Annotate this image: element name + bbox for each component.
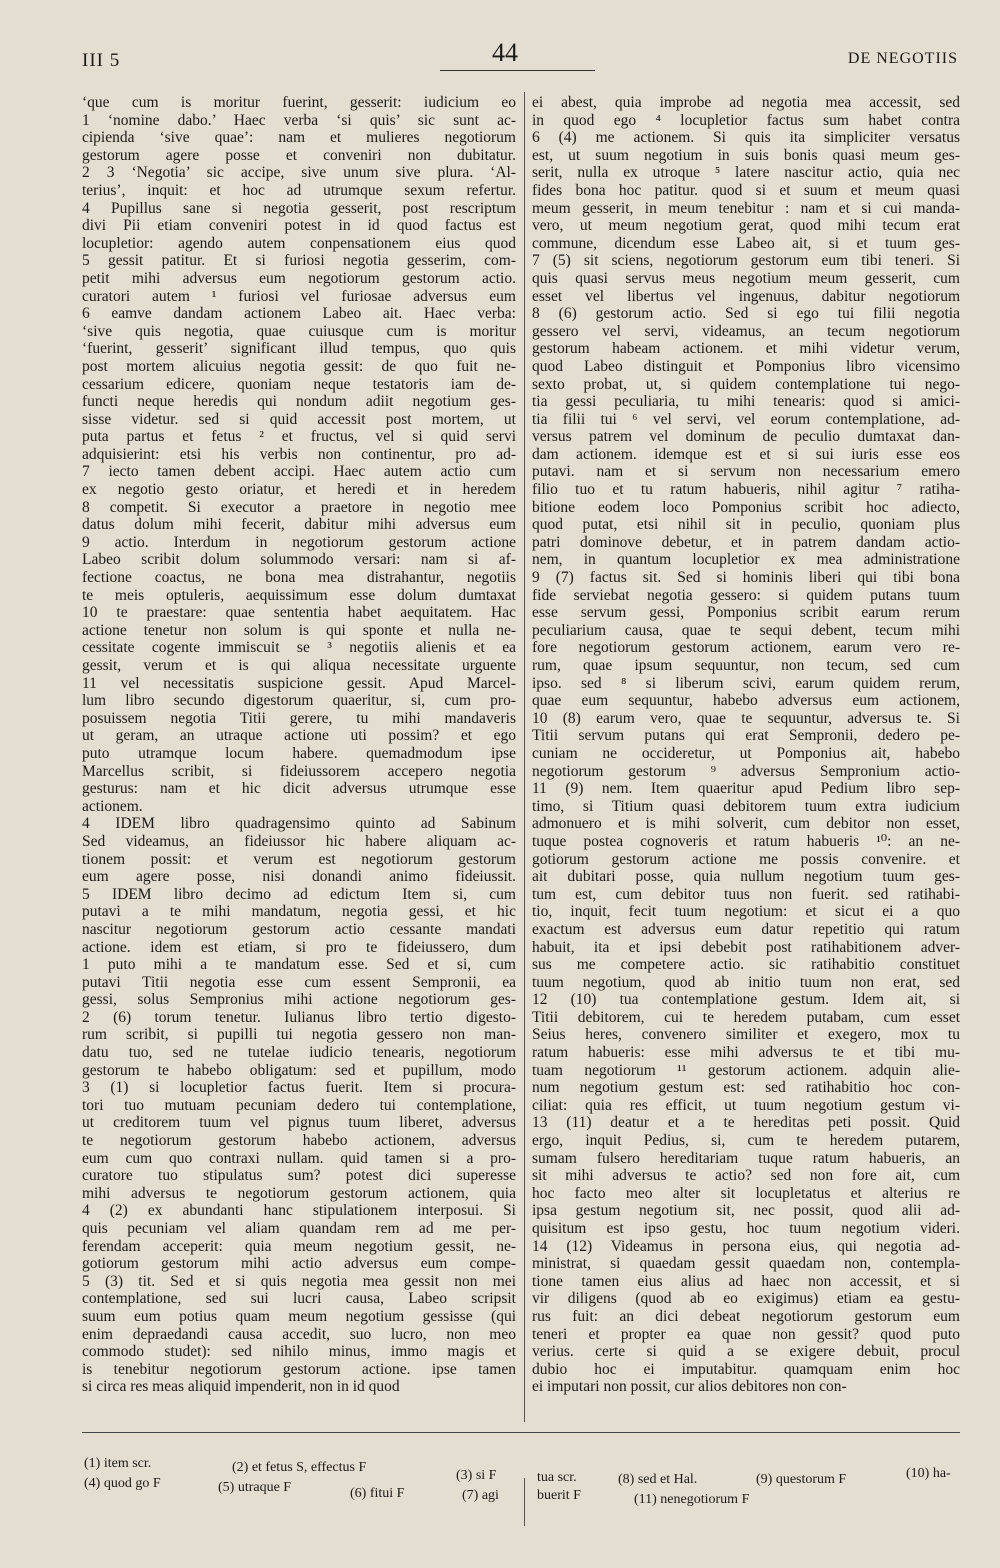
text-line: admonuero et is mihi solverit, cum debitor non esset, bbox=[532, 815, 960, 833]
text-line: ‘sive quis negotia, quae cuiusque cum is moritur bbox=[82, 322, 516, 340]
text-line: 8 (6) gestorum actio. Sed si ego tui filii negotia bbox=[532, 305, 960, 323]
text-line: Titii debitorem, cui te heredem putabam, cum esset bbox=[532, 1008, 960, 1026]
column-divider bbox=[524, 92, 525, 1422]
text-line: curatore tuo stipulatus sum? potest dici superesse bbox=[82, 1167, 516, 1185]
text-line: Labeo scribit dolum solummodo versari: nam si af- bbox=[82, 551, 516, 569]
text-line: 11 (9) nem. Item quaeritur apud Pedium libro sep- bbox=[532, 780, 960, 798]
text-line: sumam fulsero hereditariam tuque ratum habueris, an bbox=[532, 1149, 960, 1167]
text-line: 9 actio. Interdum in negotiorum gestorum actione bbox=[82, 533, 516, 551]
text-line: 3 (1) si locupletior factus fuerit. Item si procura- bbox=[82, 1079, 516, 1097]
text-line: 7 (5) sit sciens, negotiorum gestorum eum tibi teneri. Si bbox=[532, 252, 960, 270]
text-line: commodo studet): sed nihilo minus, immo magis et bbox=[82, 1343, 516, 1361]
text-line: ‘que cum is moritur fuerint, gesserit: iudicium eo bbox=[82, 94, 516, 111]
footnote-5: (5) utraque F bbox=[218, 1480, 292, 1495]
text-line: gotiorum gestorum mihi actio adversus eum compe- bbox=[82, 1255, 516, 1273]
text-line: eum agere posse, nisi donandi animo fideiussit. bbox=[82, 868, 516, 886]
text-line: quis quasi servus meus negotium meum gesserit, cum bbox=[532, 269, 960, 287]
text-line: puto utramque locum habere. quemadmodum ipse bbox=[82, 744, 516, 762]
text-line: ei imputari non possit, cur alios debitores non con- bbox=[532, 1378, 847, 1396]
text-line: tia filii tui ⁶ vel servi, vel eorum contemplatione, ad- bbox=[532, 410, 960, 428]
footnote-3: (3) si F bbox=[456, 1468, 497, 1483]
text-line: 2 (6) torum tenetur. Iulianus libro tertio digesto- bbox=[82, 1008, 516, 1026]
text-line: is tenebitur negotiorum gestorum actione. ipse tamen bbox=[82, 1360, 516, 1378]
text-line: cessitate cogente immiscuit se ³ negotiis alienis et ea bbox=[82, 639, 516, 657]
text-line: filio tuo et tu ratum habueris, nihil agitur ⁷ ratiha- bbox=[532, 481, 960, 499]
text-line: tori tuo mutuam pecuniam dedero tui contemplatione, bbox=[82, 1096, 516, 1114]
text-line: ex negotio gesto oriatur, et heredi et in heredem bbox=[82, 481, 516, 499]
text-line: cipienda ‘sive quae’: nam et mulieres negotiorum bbox=[82, 129, 516, 147]
footnote-6: (6) fitui F bbox=[350, 1486, 405, 1501]
text-line: tionem possit: et verum est negotiorum gestorum bbox=[82, 850, 516, 868]
text-line: 2 3 ‘Negotia’ sic accipe, sive unum sive plura. ‘Al- bbox=[82, 164, 516, 182]
text-line: ministrat, si quaedam gessit quaedam non, contempla- bbox=[532, 1255, 960, 1273]
text-line: vir diligens (quod ab eo exigimus) etiam ea gestu- bbox=[532, 1290, 960, 1308]
text-line: in quod ego ⁴ locupletior factus sum habet contra bbox=[532, 111, 960, 129]
text-line: ut creditorem tuum vel pignus tuum liberet, adversus bbox=[82, 1114, 516, 1132]
text-line: Marcellus scribit, si fideiussorem accepero negotia bbox=[82, 762, 516, 780]
footnote-11: (11) nenegotiorum F bbox=[634, 1492, 750, 1507]
text-line: gessi, solus Sempronius mihi actione negotiorum ges- bbox=[82, 991, 516, 1009]
text-line: eum cum quo contraxi nullam. quid tamen si a pro- bbox=[82, 1149, 516, 1167]
text-line: serit, nulla ex utroque ⁵ latere nascitur actio, quia nec bbox=[532, 164, 960, 182]
text-line: ait dubitari posse, quia nullum negotium tuum ges- bbox=[532, 868, 960, 886]
text-line: tuum negotium, quod ab initio tuum non erat, sed bbox=[532, 973, 960, 991]
text-line: timo, si Titium quasi debitorem tuum extra iudicium bbox=[532, 797, 960, 815]
text-line: quis pecuniam vel aliam quandam rem ad me per- bbox=[82, 1220, 516, 1237]
header-rule bbox=[440, 70, 595, 71]
footnote-buerit: buerit F bbox=[537, 1488, 581, 1503]
text-line: meum gesserit, in meum tenebitur : nam et si cui manda- bbox=[532, 199, 960, 217]
text-line: putavi. nam et si servum non necessarium emero bbox=[532, 463, 960, 481]
text-line: nem, in quantum locupletior ex mea administratione bbox=[532, 551, 960, 569]
text-line: gessero vel servi, videamus, an tecum negotiorum bbox=[532, 322, 960, 340]
text-line: quod putat, etsi nihil sit in peculio, quoniam plus bbox=[532, 516, 960, 534]
text-line: actione. idem est etiam, si pro te fideiussero, dum bbox=[82, 938, 516, 956]
text-line: fide serviebat negotia gessero: si quidem putans tuum bbox=[532, 586, 960, 604]
text-line: gessit, verum et is qui aliqua necessitate urguente bbox=[82, 657, 516, 674]
running-title: DE NEGOTIIS bbox=[847, 50, 958, 67]
text-line: 5 gessit patitur. Et si furiosi negotia gesserim, com- bbox=[82, 252, 516, 270]
text-line: ‘fuerint, gesserit’ significant illud tempus, quo quis bbox=[82, 340, 516, 358]
text-line: rum, quae ipsum sequuntur, non tecum, sed cum bbox=[532, 657, 960, 674]
footnote-2: (2) et fetus S, effectus F bbox=[232, 1460, 367, 1475]
text-line: dam actionem. idemque est et si sui iuris esse eos bbox=[532, 445, 960, 463]
text-line: gestorum habeam actionem. et mihi videtur verum, bbox=[532, 340, 960, 358]
text-line: ferendam acceperit: quia meum negotium gessit, ne- bbox=[82, 1237, 516, 1255]
text-line: post mortem alicuius negotia gessit: de quo fuit ne- bbox=[82, 357, 516, 375]
text-line: dubio hoc ei imputabitur. quamquam enim hoc bbox=[532, 1360, 960, 1378]
text-line: ratum habueris: esse mihi adversus te et tibi mu- bbox=[532, 1044, 960, 1062]
footnote-9: (9) questorum F bbox=[756, 1472, 847, 1487]
text-line: gestorum te habebo obligatum: sed et pupillum, modo bbox=[82, 1061, 516, 1079]
text-line: ipso. sed ⁸ si liberum scivi, earum quidem rerum, bbox=[532, 674, 960, 692]
text-line: 6 (4) me actionem. Si quis ita simpliciter versatus bbox=[532, 129, 960, 147]
text-line: cuniam ne occideretur, ut Pomponius ait, habebo bbox=[532, 744, 960, 762]
text-line: tia gessi peculiaria, tu mihi tenearis: quod si amici- bbox=[532, 393, 960, 411]
text-line: lum libro secundo digestorum quaeritur, si, cum pro- bbox=[82, 692, 516, 710]
text-line: num negotium gestum est: sed ratihabitio hoc con- bbox=[532, 1079, 960, 1097]
text-line: 4 (2) ex abundanti hanc stipulationem interposui. Si bbox=[82, 1202, 516, 1220]
section-reference: III 5 bbox=[82, 50, 121, 71]
text-line: 1 puto mihi a te mandatum esse. Sed et si, cum bbox=[82, 956, 516, 974]
text-line: suum eum potius quam meum negotium gessisse (qui bbox=[82, 1307, 516, 1325]
text-line: esse servum gessi, Pomponius scribit earum rerum bbox=[532, 604, 960, 622]
text-line: te meis optuleris, aequissimum esse dolum dumtaxat bbox=[82, 586, 516, 604]
text-line: gesturus: nam et hic dicit adversus utrumque esse bbox=[82, 780, 516, 798]
text-line: est, ut suum negotium in suis bonis quasi meum ges- bbox=[532, 146, 960, 164]
text-line: tum est, cum debitor tuus non fuerit. sed ratihabi- bbox=[532, 885, 960, 903]
text-line: 10 te praestare: quae sententia habet aequitatem. Hac bbox=[82, 604, 516, 622]
text-line: ipsa gestum negotium sit, nec possit, quod alii ad- bbox=[532, 1202, 960, 1220]
text-line: adquisierint: etsi his verbis non continentur, pro ad- bbox=[82, 445, 516, 463]
text-line: quod Labeo distinguit et Pomponius libro vicensimo bbox=[532, 357, 960, 375]
text-line: 1 ‘nomine dabo.’ Haec verba ‘si quis’ sic sunt ac- bbox=[82, 111, 516, 129]
text-line: 7 iecto tamen debent accipi. Haec autem actio cum bbox=[82, 463, 516, 481]
text-line: peculiarium causa, quae te sequi debent, tecum mihi bbox=[532, 621, 960, 639]
text-line: habuit, ita et ipsi debebit post ratihabitionem adver- bbox=[532, 938, 960, 956]
text-line: te negotiorum gestorum habebo actionem, adversus bbox=[82, 1132, 516, 1150]
text-line: tione tamen eius alius ad haec non accessit, et si bbox=[532, 1272, 960, 1290]
text-line: bitione eodem loco Pomponius scribit hoc adiecto, bbox=[532, 498, 960, 516]
text-line: 14 (12) Videamus in persona eius, qui negotia ad- bbox=[532, 1237, 960, 1255]
footnote-8: (8) sed et Hal. bbox=[618, 1472, 698, 1487]
text-line: Sed videamus, an fideiussor hic habere aliquam ac- bbox=[82, 832, 516, 850]
text-line: putavi a te mihi mandatum, negotia gessi, et hic bbox=[82, 903, 516, 921]
text-line: verius. certe si quid a se exigere debuit, procul bbox=[532, 1343, 960, 1361]
text-line: hoc facto meo alter sit locupletatus et alterius re bbox=[532, 1184, 960, 1202]
text-line: quae eum sequuntur, habebo adversus eum actionem, bbox=[532, 692, 960, 710]
text-line: 9 (7) factus sit. Sed si hominis liberi qui tibi bona bbox=[532, 569, 960, 587]
text-line: sit mihi adversus te actio? sed non fore ait, cum bbox=[532, 1167, 960, 1185]
text-line: 10 (8) earum vero, quae te sequuntur, adversus te. Si bbox=[532, 709, 960, 727]
text-line: sexto probat, ut, si quidem contemplatione tui nego- bbox=[532, 375, 960, 393]
text-line: fore negotiorum gestorum actionem, earum vero re- bbox=[532, 639, 960, 657]
text-line: commune, dicendum esse Labeo ait, si et tuum ges- bbox=[532, 234, 960, 252]
text-line: rus fuit: an dici debeat negotiorum gestorum eum bbox=[532, 1307, 960, 1325]
text-line: Seius heres, convenero similiter et exegero, mox tu bbox=[532, 1026, 960, 1044]
text-line: rum scribit, si pupilli tui negotia gessero non man- bbox=[82, 1026, 516, 1044]
text-line: patri dominove debetur, et in patrem dandam actio- bbox=[532, 533, 960, 551]
text-line: vero, ut meum negotium gerat, quod mihi tecum erat bbox=[532, 217, 960, 235]
text-line: puta partus et fetus ² et fructus, vel si quid servi bbox=[82, 428, 516, 446]
text-line: enim depraedandi causa accedit, suo lucro, non meo bbox=[82, 1325, 516, 1343]
page-number: 44 bbox=[492, 38, 518, 67]
footnote-7: (7) agi bbox=[462, 1488, 499, 1503]
text-line: gotiorum gestorum actione me possis convenire. et bbox=[532, 850, 960, 868]
text-line: tuam negotiorum ¹¹ gestorum actionem. adquin alie- bbox=[532, 1061, 960, 1079]
text-line: actionem. bbox=[82, 797, 143, 815]
text-line: exactum est adversus eum datur repetitio qui ratum bbox=[532, 920, 960, 938]
text-line: negotiorum gestorum ⁹ adversus Sempronium actio- bbox=[532, 762, 960, 780]
text-line: teneri et propter ea quae non gessit? quod puto bbox=[532, 1325, 960, 1343]
text-line: sisse videtur. sed si quid accessit post mortem, ut bbox=[82, 410, 516, 428]
text-line: ut geram, an utraque actione uti possim? et ego bbox=[82, 727, 516, 745]
text-line: tio, inquit, fecit tuum negotium: et sicut ei a quo bbox=[532, 903, 960, 921]
text-line: 12 (10) tua contemplatione gestum. Idem ait, si bbox=[532, 991, 960, 1009]
text-line: mihi adversus te negotiorum gestorum actionem, quia bbox=[82, 1184, 516, 1202]
left-text-column bbox=[82, 94, 516, 1396]
text-line: functi neque heredis qui nondum adiit negotium ges- bbox=[82, 393, 516, 411]
text-line: versus patrem vel dominum de peculio dumtaxat dan- bbox=[532, 428, 960, 446]
text-line: gestorum agere posse et conveniri non dubitatur. bbox=[82, 146, 516, 164]
text-line: si circa res meas aliquid impenderit, non in id quod bbox=[82, 1378, 400, 1396]
text-line: 11 vel necessitatis suspicione gessit. Apud Marcel- bbox=[82, 674, 516, 692]
text-line: quisitum est ipso gestu, hoc tuum negotium videri. bbox=[532, 1220, 960, 1237]
text-line: nascitur negotiorum gestorum actio cessante mandati bbox=[82, 920, 516, 938]
text-line: 5 IDEM libro decimo ad edictum Item si, cum bbox=[82, 885, 516, 903]
text-line: 13 (11) deatur et a te hereditas peti possit. Quid bbox=[532, 1114, 960, 1132]
text-line: datu tuo, sed ne tutelae iudicio tenearis, negotiorum bbox=[82, 1044, 516, 1062]
text-line: contemplatione, sed sui lucri causa, Labeo scripsit bbox=[82, 1290, 516, 1308]
text-line: ergo, inquit Pedius, si, cum te heredem putarem, bbox=[532, 1132, 960, 1150]
footnote-10: (10) ha- bbox=[906, 1466, 951, 1481]
text-line: locupletior: agendo autem conpensationem eius quod bbox=[82, 234, 516, 252]
footnote-rule bbox=[82, 1432, 960, 1433]
text-line: 6 eamve dandam actionem Labeo ait. Haec verba: bbox=[82, 305, 516, 323]
text-line: divi Pii etiam conveniri potest in id quod factus est bbox=[82, 217, 516, 235]
text-line: fides bona hoc patitur. quod si et suum et meum quasi bbox=[532, 181, 960, 199]
text-line: tuque postea cognoveris et ratum habueris ¹⁰: an ne- bbox=[532, 832, 960, 850]
footnote-divider bbox=[524, 1478, 525, 1526]
text-line: 4 IDEM libro quadragensimo quinto ad Sabinum bbox=[82, 815, 516, 833]
text-line: datus dolum mihi fecerit, dabitur mihi adversus eum bbox=[82, 516, 516, 534]
text-line: 4 Pupillus sane si negotia gesserit, post rescriptum bbox=[82, 199, 516, 217]
text-line: 8 competit. Si executor a praetore in negotio mee bbox=[82, 498, 516, 516]
right-text-column bbox=[532, 94, 960, 1396]
text-line: petit mihi adversus eum negotiorum gestorum actio. bbox=[82, 269, 516, 287]
text-line: fectione coactus, ne bona mea distrahantur, negotiis bbox=[82, 569, 516, 587]
text-line: putavi Titii negotia esse cum essent Sempronii, ea bbox=[82, 973, 516, 991]
text-line: ciliat: quia res efficit, ut tuum negotium gestum vi- bbox=[532, 1096, 960, 1114]
text-line: Titii servum putans qui erat Sempronii, dedero pe- bbox=[532, 727, 960, 745]
text-line: actione tenetur non solum is qui sponte et nulla ne- bbox=[82, 621, 516, 639]
text-line: 5 (3) tit. Sed et si quis negotia mea gessit non mei bbox=[82, 1272, 516, 1290]
footnote-1: (1) item scr. bbox=[84, 1456, 152, 1471]
text-line: sus me competere actio. sic ratihabitio constituet bbox=[532, 956, 960, 974]
footnote-4: (4) quod go F bbox=[84, 1476, 161, 1491]
text-line: posuissem negotia Titii gerere, tu mihi mandaveris bbox=[82, 709, 516, 727]
text-line: esset vel libertus vel ingenuus, dabitur negotiorum bbox=[532, 287, 960, 305]
text-line: curatori autem ¹ furiosi vel furiosae adversus eum bbox=[82, 287, 516, 305]
text-line: terius’, inquit: et hoc ad utrumque sexum refertur. bbox=[82, 181, 516, 199]
footnote-tua: tua scr. bbox=[537, 1470, 577, 1485]
text-line: cessarium edicere, quoniam neque testatoris iam de- bbox=[82, 375, 516, 393]
text-line: ei abest, quia improbe ad negotia mea accessit, sed bbox=[532, 94, 960, 111]
